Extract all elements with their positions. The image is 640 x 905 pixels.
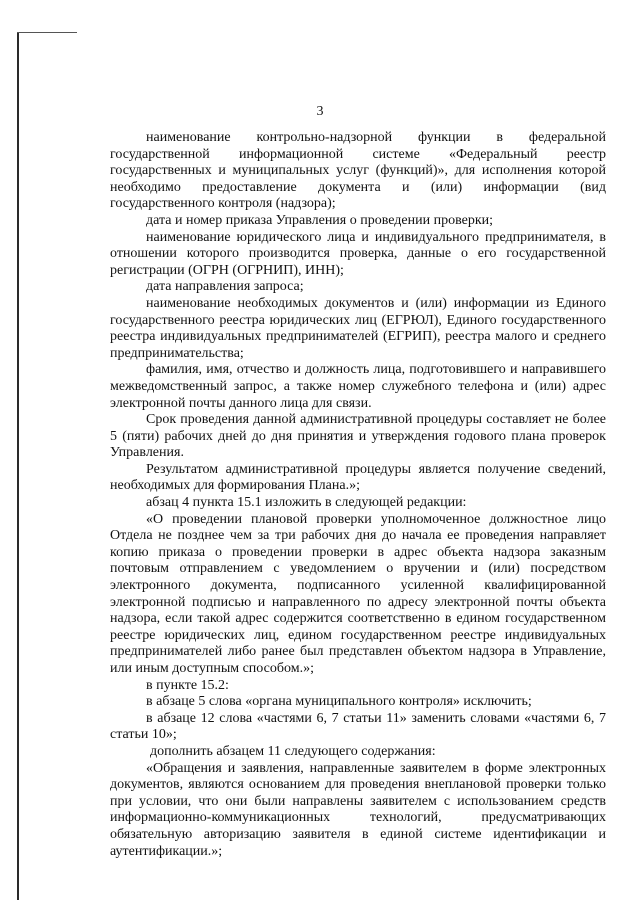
paragraph: фамилия, имя, отчество и должность лица, подготовившего и направившего межведомственный запрос, а также номер служебного телефона и (или) адрес электронной почты данного лица для связи. <box>110 362 606 411</box>
paragraph: наименование необходимых документов и (или) информации из Единого государственного реестра юридических лиц (ЕГРЮЛ), Единого государственного реестра индивидуальных предпринимателей (ЕГРИП), реестра малого и среднего предпринимательства; <box>110 295 606 361</box>
paragraph: Срок проведения данной административной процедуры составляет не более 5 (пяти) рабочих дней до дня принятия и утверждения годового плана проверок Управления. <box>110 412 606 461</box>
paragraph: «О проведении плановой проверки уполномоченное должностное лицо Отдела не позднее чем за три рабочих дня до начала ее проведения направляет копию приказа о проведении проверки в адрес объекта надзора заказным почтовым отправлением с уведомлением о вручении и (или) посредством электронного документа, подписанного усиленной квалифицированной электронной подписью и направленного по адресу электронной почты объекта надзора, если такой адрес содержится соответственно в едином государственном реестре юридических лиц, едином государственном реестре индивидуальных предпринимателей либо ранее был представлен объектом надзора в Управление, или иным доступным способом.»; <box>110 511 606 676</box>
paragraph: Результатом административной процедуры является получение сведений, необходимых для формирования Плана.»; <box>110 461 606 494</box>
paragraph: в пункте 15.2: <box>146 677 229 693</box>
paragraph: абзац 4 пункта 15.1 изложить в следующей редакции: <box>146 495 467 511</box>
scan-edge-top <box>17 32 77 33</box>
paragraph: дата и номер приказа Управления о проведении проверки; <box>146 212 494 228</box>
page-number: 3 <box>316 104 324 119</box>
paragraph: наименование юридического лица и индивидуального предпринимателя, в отношении которого производится проверка, данные о его государственной регистрации (ОГРН (ОГРНИП), ИНН); <box>110 229 606 278</box>
paragraph: «Обращения и заявления, направленные заявителем в форме электронных документов, являются основанием для проведения внеплановой проверки только при условии, что они были направлены заявителем с использованием средств информационно-коммуникационных технологий, предусматривающих обязательную авторизацию заявителя в единой системе идентификации и аутентификации.»; <box>110 760 606 859</box>
paragraph: наименование контрольно-надзорной функции в федеральной государственной информационной системе «Федеральный реестр государственных и муниципальных услуг (функций)», для исполнения которой необходимо предоставление документа и (или) информации (вид государственного контроля (надзора); <box>110 130 606 212</box>
paragraph: дополнить абзацем 11 следующего содержания: <box>150 743 436 759</box>
paragraph: в абзаце 5 слова «органа муниципального контроля» исключить; <box>146 694 532 710</box>
scan-edge-left <box>17 32 19 900</box>
paragraph: дата направления запроса; <box>146 279 304 295</box>
paragraph: в абзаце 12 слова «частями 6, 7 статьи 11» заменить словами «частями 6, 7 статьи 10»; <box>110 710 606 743</box>
document-body <box>110 130 606 860</box>
